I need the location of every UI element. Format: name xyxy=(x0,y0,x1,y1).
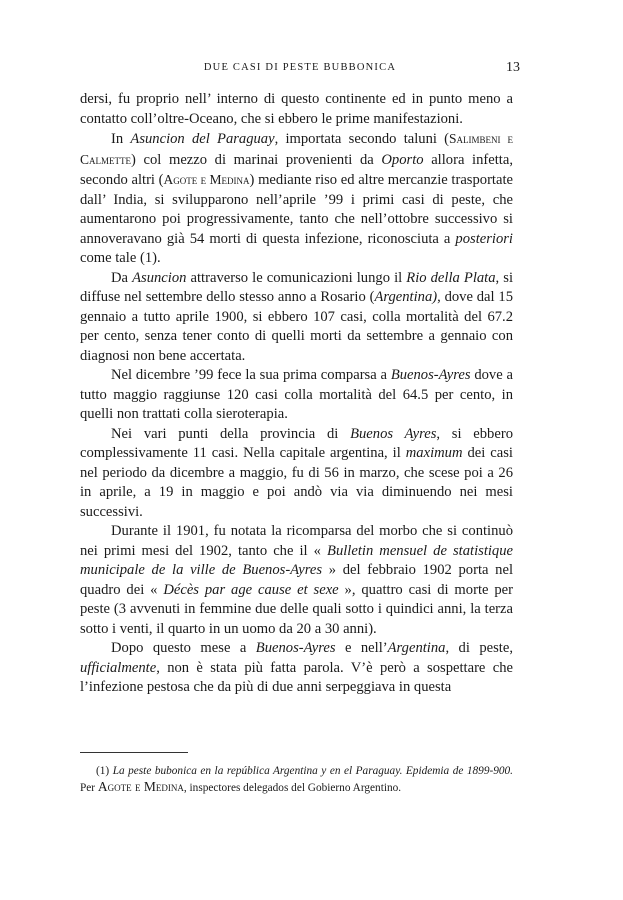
paragraph-2: In Asuncion del Paraguay, importata secondo taluni (Salimbeni e Calmette) col mezzo di marinai provenienti da Oporto allora infetta, secondo altri (Agote e Medina) mediante riso ed altre mercanzie trasportate dall’ India, si svilupparono nell’aprile ’99 i primi casi di peste, che aumentarono poi progressivamente, tanto che nell’ottobre successivo si annoveravano già 54 morti di questa infezione, riconosciuta a posteriori come tale (1). xyxy=(80,131,514,266)
footnote-divider xyxy=(80,752,188,753)
paragraph-5: Nei vari punti della provincia di Buenos Ayres, si ebbero complessivamente 11 casi. Nella capitale argentina, il maximum dei casi nel periodo da dicembre a maggio, fu di 56 in marzo, che scese poi a 26 in aprile, a 19 in maggio e poi andò via via diminuendo nei mesi successivi. xyxy=(80,425,513,520)
paragraph-7: Dopo questo mese a Buenos-Ayres e nell’Argentina, di peste, ufficialmente, non è stata più fatta parola. V’è però a sospettare che l’infezione pestosa che da più di due anni serpeggiava in questa xyxy=(80,640,513,695)
page-number: 13 xyxy=(506,60,520,75)
paragraph-4: Nel dicembre ’99 fece la sua prima comparsa a Buenos-Ayres dove a tutto maggio raggiunse 120 casi colla mortalità del 64.5 per cento, in quelli non trattati colla sieroterapia. xyxy=(80,367,513,422)
paragraph-6: Durante il 1901, fu notata la ricomparsa del morbo che si continuò nei primi mesi del 1902, tanto che il « Bulletin mensuel de statistique municipale de la ville de Buenos-Ayres » del febbraio 1902 porta nel quadro dei « Décès par age cause et sexe », quattro casi di morte per peste (3 avvenuti in femmine due delle quali sotto i quindici anni, la terza sotto i venti, il quarto in un uomo da 20 a 30 anni). xyxy=(80,523,513,637)
body-text xyxy=(80,90,513,698)
footnote: (1) La peste bubonica en la república Argentina y en el Paraguay. Epidemia de 1899-900. Per Agote e Medina, inspectores delegados del Gobierno Argentino. xyxy=(80,765,514,794)
running-title: DUE CASI DI PESTE BUBBONICA xyxy=(203,62,397,73)
page-header xyxy=(80,60,520,80)
paragraph-1: dersi, fu proprio nell’ interno di questo continente ed in punto meno a contatto coll’oltre-Oceano, che si ebbero le prime manifestazioni. xyxy=(80,91,513,127)
paragraph-3: Da Asuncion attraverso le comunicazioni lungo il Rio della Plata, si diffuse nel settembre dello stesso anno a Rosario (Argentina), dove dal 15 gennaio a tutto aprile 1900, si ebbero 107 casi, colla mortalità del 67.2 per cento, senza tener conto di quelli morti da settembre a gennaio con diagnosi non bene accertata. xyxy=(80,269,513,364)
